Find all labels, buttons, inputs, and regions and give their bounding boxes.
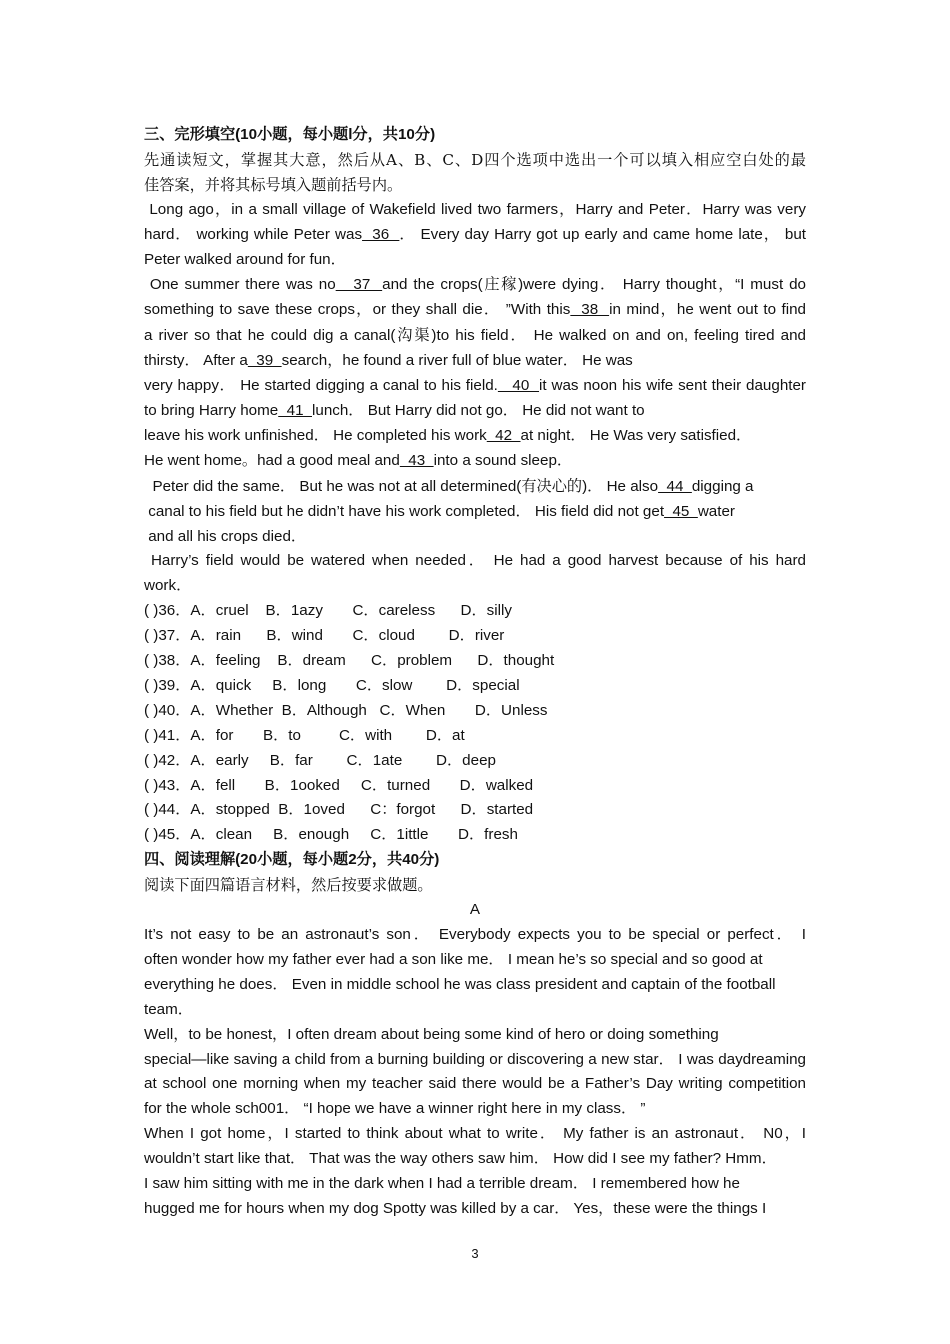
question-43: ( )43．A．fell B．1ooked C．turned D．walked xyxy=(144,776,534,794)
section4-title: 四、阅读理解(20小题，每小题2分，共40分) xyxy=(144,851,440,869)
question-45: ( )45．A．clean B．enough C．1ittle D．fresh xyxy=(144,826,518,844)
passage-label: A xyxy=(469,901,481,919)
cloze-line: a river so that he could dig a canal(沟渠)to his field． He walked on and on, feeling tired and xyxy=(144,326,807,345)
reading-line: special—like saving a child from a burning building or discovering a new star． I was daydreaming xyxy=(144,1050,806,1068)
reading-line: often wonder how my father ever had a son like me． I mean he’s so special and so good at xyxy=(144,950,763,968)
cloze-line: to bring Harry home 41 lunch． But Harry did not go． He did not want to xyxy=(144,401,645,419)
reading-line: wouldn’t start like that． That was the way others saw him． How did I see my father? Hmm． xyxy=(144,1150,777,1168)
question-40: ( )40．A．Whether B．Although C．When D．Unless xyxy=(144,701,548,719)
reading-line: I saw him sitting with me in the dark when I had a terrible dream． I remembered how he xyxy=(144,1175,740,1193)
reading-line: everything he does． Even in middle school he was class president and captain of the football xyxy=(144,975,776,993)
blank-42: 42 xyxy=(486,426,521,444)
blank-41: 41 xyxy=(278,401,312,419)
blank-40: 40 xyxy=(497,377,540,395)
question-42: ( )42．A．early B．far C．1ate D．deep xyxy=(144,751,496,769)
page-number: 3 xyxy=(471,1246,479,1261)
cloze-line: and all his crops died． xyxy=(144,527,307,545)
reading-line: Well，to be honest，I often dream about being some kind of hero or doing something xyxy=(144,1025,719,1043)
reading-line: hugged me for hours when my dog Spotty was killed by a car． Yes，these were the things I xyxy=(144,1199,767,1217)
cloze-line: Peter walked around for fun． xyxy=(144,250,346,268)
cloze-line: work． xyxy=(144,577,192,595)
question-37: ( )37．A．rain B．wind C．cloud D．river xyxy=(144,627,505,645)
cloze-line: Peter did the same． But he was not at all determined(有决心的)． He also 44 digging a xyxy=(144,476,754,495)
cloze-line: something to save these crops，or they shall die． ”With this 38 in mind，he went out to find xyxy=(144,301,807,319)
section3-instruction-line: 佳答案，并将其标号填入题前括号内。 xyxy=(144,175,403,194)
cloze-line: Harry’s field would be watered when needed． He had a good harvest because of his hard xyxy=(144,552,806,570)
reading-line: It’s not easy to be an astronaut’s son． Everybody expects you to be special or perfect． I xyxy=(144,926,806,943)
question-39: ( )39．A．quick B．long C．slow D．special xyxy=(144,676,520,694)
cloze-line: One summer there was no 37 and the crops(庄稼)were dying． Harry thought，“I must do xyxy=(144,275,806,294)
blank-36: 36 xyxy=(362,225,400,243)
section3-instruction-line: 先通读短文，掌握其大意，然后从A、B、C、D四个选项中选出一个可以填入相应空白处的最 xyxy=(144,150,806,169)
cloze-line: hard． working while Peter was 36 ． Every day Harry got up early and came home late， but xyxy=(144,225,807,243)
cloze-line: canal to his field but he didn’t have his work completed． His field did not get 45 water xyxy=(144,502,735,520)
document-page xyxy=(144,123,806,1222)
blank-44: 44 xyxy=(658,477,692,495)
cloze-line: thirsty． After a 39 search，he found a river full of blue water． He was xyxy=(144,352,633,370)
reading-line: for the whole sch001． “I hope we have a winner right here in my class． ” xyxy=(144,1100,646,1118)
cloze-line: very happy． He started digging a canal to his field. 40 it was noon his wife sent their daughter xyxy=(144,377,806,395)
blank-39: 39 xyxy=(247,352,282,370)
blank-43: 43 xyxy=(399,451,434,469)
question-44: ( )44．A．stopped B．1oved C：forgot D．started xyxy=(144,801,534,819)
blank-38: 38 xyxy=(570,301,610,319)
reading-line: When I got home，I started to think about what to write． My father is an astronaut． N0，I xyxy=(144,1125,806,1143)
blank-37: 37 xyxy=(335,276,383,294)
question-36: ( )36．A．cruel B．1azy C．careless D．silly xyxy=(144,602,512,620)
reading-line: at school one morning when my teacher said there would be a Father’s Day writing competition xyxy=(144,1075,806,1093)
question-41: ( )41．A．for B．to C．with D．at xyxy=(144,726,465,744)
cloze-line: He went home。had a good meal and 43 into a sound sleep． xyxy=(144,451,573,469)
blank-45: 45 xyxy=(664,502,698,520)
reading-line: team． xyxy=(144,1000,193,1018)
question-38: ( )38．A．feeling B．dream C．problem D．thought xyxy=(144,652,555,670)
cloze-line: leave his work unfinished． He completed his work 42 at night． He Was very satisfied． xyxy=(144,426,752,444)
section4-instruction: 阅读下面四篇语言材料，然后按要求做题。 xyxy=(144,876,433,895)
section3-title: 三、完形填空(10小题，每小题l分，共10分) xyxy=(144,126,436,143)
cloze-line: Long ago，in a small village of Wakefield lived two farmers，Harry and Peter．Harry was very xyxy=(144,200,806,218)
